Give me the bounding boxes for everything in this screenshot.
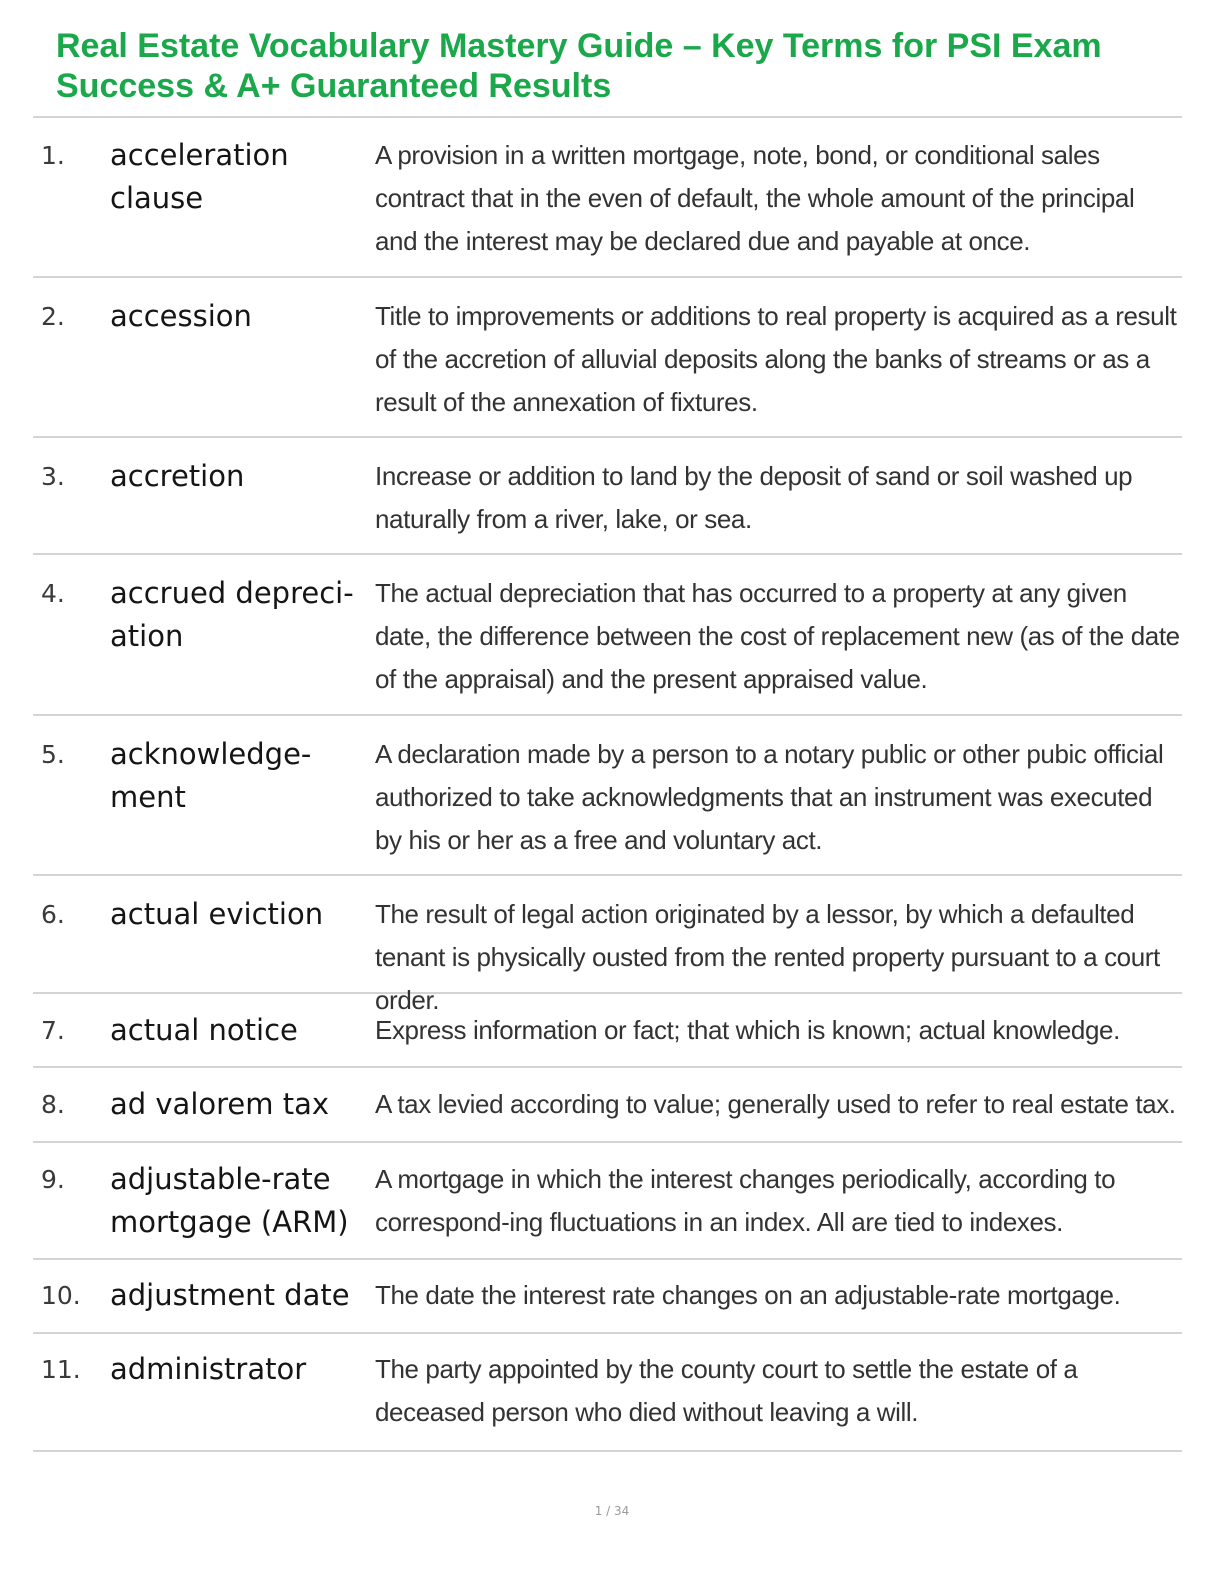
term-word: acknowledge-ment	[110, 737, 312, 814]
term-definition: A mortgage in which the interest changes periodically, according to correspond-ing fluctuations in an index. All are tied to indexes.	[375, 1164, 1116, 1237]
term-row	[33, 1260, 1182, 1334]
term-word: adjustable-rate mortgage (ARM)	[110, 1162, 349, 1239]
term-word: accretion	[110, 459, 245, 493]
term-number: 7.	[41, 1016, 65, 1045]
term-number: 8.	[41, 1090, 65, 1119]
term-definition: The party appointed by the county court to settle the estate of a deceased person who died without leaving a will.	[375, 1354, 1078, 1427]
term-number: 2.	[41, 302, 65, 331]
term-list	[33, 117, 1182, 1452]
term-row	[33, 876, 1182, 1015]
term-word: accession	[110, 299, 252, 333]
term-row	[33, 1334, 1182, 1452]
page-title: Real Estate Vocabulary Mastery Guide – Key Terms for PSI Exam Success & A+ Guaranteed Results	[56, 27, 1102, 105]
term-word: acceleration clause	[110, 138, 289, 215]
term-row	[33, 1068, 1182, 1143]
term-word: adjustment date	[110, 1278, 350, 1312]
term-row	[33, 1143, 1182, 1260]
term-definition: Title to improvements or additions to real property is acquired as a result of the accretion of alluvial deposits along the banks of streams or as a result of the annexation of fixtures.	[375, 301, 1177, 417]
term-row	[33, 117, 1182, 278]
term-number: 6.	[41, 900, 65, 929]
term-row	[33, 278, 1182, 438]
term-definition: A provision in a written mortgage, note, bond, or conditional sales contract that in the even of default, the whole amount of the principal and the interest may be declared due and payable at once.	[375, 140, 1135, 256]
term-word: actual notice	[110, 1013, 298, 1047]
term-definition: Express information or fact; that which is known; actual knowledge.	[375, 1015, 1120, 1045]
term-word: actual eviction	[110, 897, 324, 931]
term-row	[33, 716, 1182, 876]
term-definition: The actual depreciation that has occurred to a property at any given date, the difference between the cost of replacement new (as of the date of the appraisal) and the present appraised value.	[375, 578, 1180, 694]
term-definition: The date the interest rate changes on an adjustable-rate mortgage.	[375, 1280, 1121, 1310]
term-number: 1.	[41, 141, 65, 170]
page-number: 1 / 34	[594, 1504, 630, 1518]
term-definition: A tax levied according to value; generally used to refer to real estate tax.	[375, 1089, 1176, 1119]
term-word: ad valorem tax	[110, 1087, 330, 1121]
term-word: accrued depreci-ation	[110, 576, 354, 653]
term-number: 9.	[41, 1165, 65, 1194]
term-row	[33, 555, 1182, 716]
term-definition: Increase or addition to land by the deposit of sand or soil washed up naturally from a river, lake, or sea.	[375, 461, 1133, 534]
term-definition: The result of legal action originated by a lessor, by which a defaulted tenant is physically ousted from the rented property pursuant to a court order.	[375, 899, 1160, 1015]
term-number: 11.	[41, 1355, 81, 1384]
term-row	[33, 438, 1182, 555]
term-definition: A declaration made by a person to a notary public or other pubic official authorized to take acknowledgments that an instrument was executed by his or her as a free and voluntary act.	[375, 739, 1164, 855]
term-number: 10.	[41, 1281, 81, 1310]
term-number: 4.	[41, 579, 65, 608]
term-number: 3.	[41, 462, 65, 491]
term-word: administrator	[110, 1352, 307, 1386]
term-number: 5.	[41, 740, 65, 769]
